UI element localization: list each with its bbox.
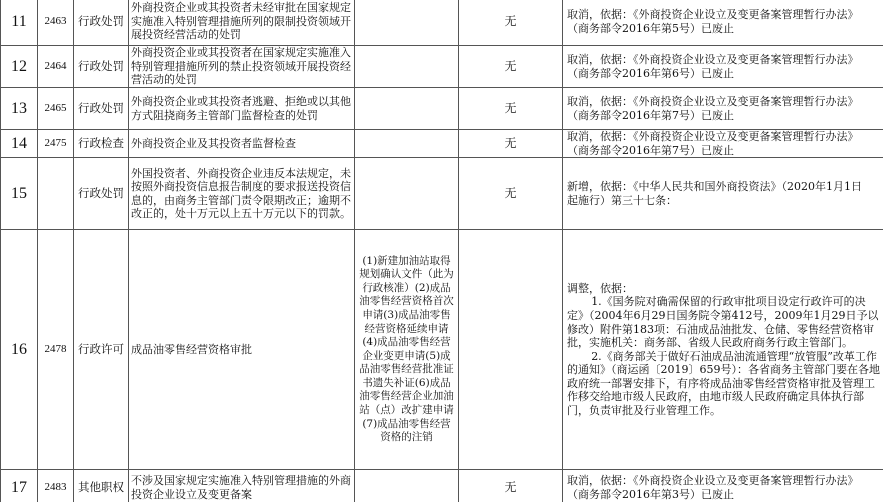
table-row bbox=[1, 470, 883, 502]
note-line: （商务部令2016年第7号）已废止 bbox=[567, 143, 734, 157]
item-type: 行政处罚 bbox=[74, 46, 129, 88]
sub-item-list: (1)新建加油站取得规划确认文件（此为行政核准）(2)成品油零售经营资格首次申请(3)成品油零售经营资格延续申请(4)成品油零售经营企业变更申请(5)成品油零售经营批准证书遗失补证(6)成品油零售经营企业加油站（点）改扩建申请(7)成品油零售经营资格的注销 bbox=[355, 230, 459, 470]
item-type: 行政处罚 bbox=[74, 0, 129, 46]
note-line: 取消，依据：《外商投资企业设立及变更备案管理暂行办法》 bbox=[567, 474, 859, 488]
note-line: （商务部令2016年第7号）已废止 bbox=[567, 108, 734, 122]
item-name: 外商投资企业或其投资者在国家规定实施准入特别管理措施所列的禁止投资领域开展投资经营活动的处罚 bbox=[129, 46, 355, 88]
sub-item bbox=[355, 88, 459, 130]
table-row bbox=[1, 88, 883, 130]
item-status: 无 bbox=[459, 46, 563, 88]
row-number: 15 bbox=[1, 158, 38, 230]
item-code: 2464 bbox=[38, 46, 74, 88]
note-line: （商务部令2016年第5号）已废止 bbox=[567, 21, 734, 35]
sub-item bbox=[355, 46, 459, 88]
note-line: 取消，依据：《外商投资企业设立及变更备案管理暂行办法》 bbox=[567, 130, 859, 143]
note-paragraph: 1.《国务院对确需保留的行政审批项目设定行政许可的决定》（2004年6月29日国务院令第412号，2009年1月29日予以修改）附件第183项：石油成品油批发、仓储、零售经营资格审批，实施机关：商务部、省级人民政府商务行政主管部门。 bbox=[567, 295, 879, 350]
table-row bbox=[1, 130, 883, 158]
item-note bbox=[563, 470, 883, 502]
item-type: 行政处罚 bbox=[74, 158, 129, 230]
item-note bbox=[563, 130, 883, 158]
item-note bbox=[563, 88, 883, 130]
item-status: 无 bbox=[459, 158, 563, 230]
item-name: 不涉及国家规定实施准入特别管理措施的外商投资企业设立及变更备案 bbox=[129, 470, 355, 502]
note-line: （商务部令2016年第6号）已废止 bbox=[567, 66, 734, 80]
item-code: 2463 bbox=[38, 0, 74, 46]
item-status: 无 bbox=[459, 470, 563, 502]
table-row bbox=[1, 230, 883, 470]
note-line: （商务部令2016年第3号）已废止 bbox=[567, 487, 734, 501]
row-number: 16 bbox=[1, 230, 38, 470]
item-note bbox=[563, 0, 883, 46]
sub-item bbox=[355, 158, 459, 230]
item-code: 2478 bbox=[38, 230, 74, 470]
table-row bbox=[1, 158, 883, 230]
note-line: 起施行）第三十七条： bbox=[567, 193, 677, 207]
item-name: 外商投资企业及其投资者监督检查 bbox=[129, 130, 355, 158]
note-line: 取消，依据：《外商投资企业设立及变更备案管理暂行办法》 bbox=[567, 52, 859, 66]
item-code: 2465 bbox=[38, 88, 74, 130]
item-note bbox=[563, 158, 883, 230]
item-status: 无 bbox=[459, 88, 563, 130]
item-type: 行政处罚 bbox=[74, 88, 129, 130]
item-code: 2483 bbox=[38, 470, 74, 502]
item-name: 外商投资企业或其投资者未经审批在国家规定实施准入特别管理措施所列的限制投资领域开展投资经营活动的处罚 bbox=[129, 0, 355, 46]
item-status bbox=[459, 230, 563, 470]
item-name: 外商投资企业或其投资者逃避、拒绝或以其他方式阻挠商务主管部门监督检查的处罚 bbox=[129, 88, 355, 130]
sub-item bbox=[355, 130, 459, 158]
item-status: 无 bbox=[459, 130, 563, 158]
note-line: 取消，依据：《外商投资企业设立及变更备案管理暂行办法》 bbox=[567, 7, 859, 21]
item-type: 行政许可 bbox=[74, 230, 129, 470]
item-name: 成品油零售经营资格审批 bbox=[129, 230, 355, 470]
item-code bbox=[38, 158, 74, 230]
sub-item bbox=[355, 0, 459, 46]
row-number: 12 bbox=[1, 46, 38, 88]
item-code: 2475 bbox=[38, 130, 74, 158]
item-type: 其他职权 bbox=[74, 470, 129, 502]
note-intro: 调整，依据： bbox=[567, 281, 633, 295]
item-type: 行政检查 bbox=[74, 130, 129, 158]
item-note bbox=[563, 230, 883, 470]
row-number: 17 bbox=[1, 470, 38, 502]
row-number: 13 bbox=[1, 88, 38, 130]
item-note bbox=[563, 46, 883, 88]
sub-item bbox=[355, 470, 459, 502]
row-number: 14 bbox=[1, 130, 38, 158]
row-number: 11 bbox=[1, 0, 38, 46]
note-line: 取消，依据：《外商投资企业设立及变更备案管理暂行办法》 bbox=[567, 94, 859, 108]
table-row bbox=[1, 46, 883, 88]
note-paragraph: 2.《商务部关于做好石油成品油流通管理“放管服”改革工作的通知》（商运函〔2019〕659号）：各省商务主管部门要在各地政府统一部署安排下，有序将成品油零售经营资格审批及管理工作移交给地市级人民政府，由地市级人民政府确定具体执行部门，负责审批及行业管理工作。 bbox=[567, 349, 880, 418]
note-line: 新增，依据：《中华人民共和国外商投资法》（2020年1月1日 bbox=[567, 180, 862, 194]
item-name: 外国投资者、外商投资企业违反本法规定，未按照外商投资信息报告制度的要求报送投资信息的，由商务主管部门责令限期改正；逾期不改正的，处十万元以上五十万元以下的罚款。 bbox=[129, 158, 355, 230]
table-row bbox=[1, 0, 883, 46]
item-status: 无 bbox=[459, 0, 563, 46]
